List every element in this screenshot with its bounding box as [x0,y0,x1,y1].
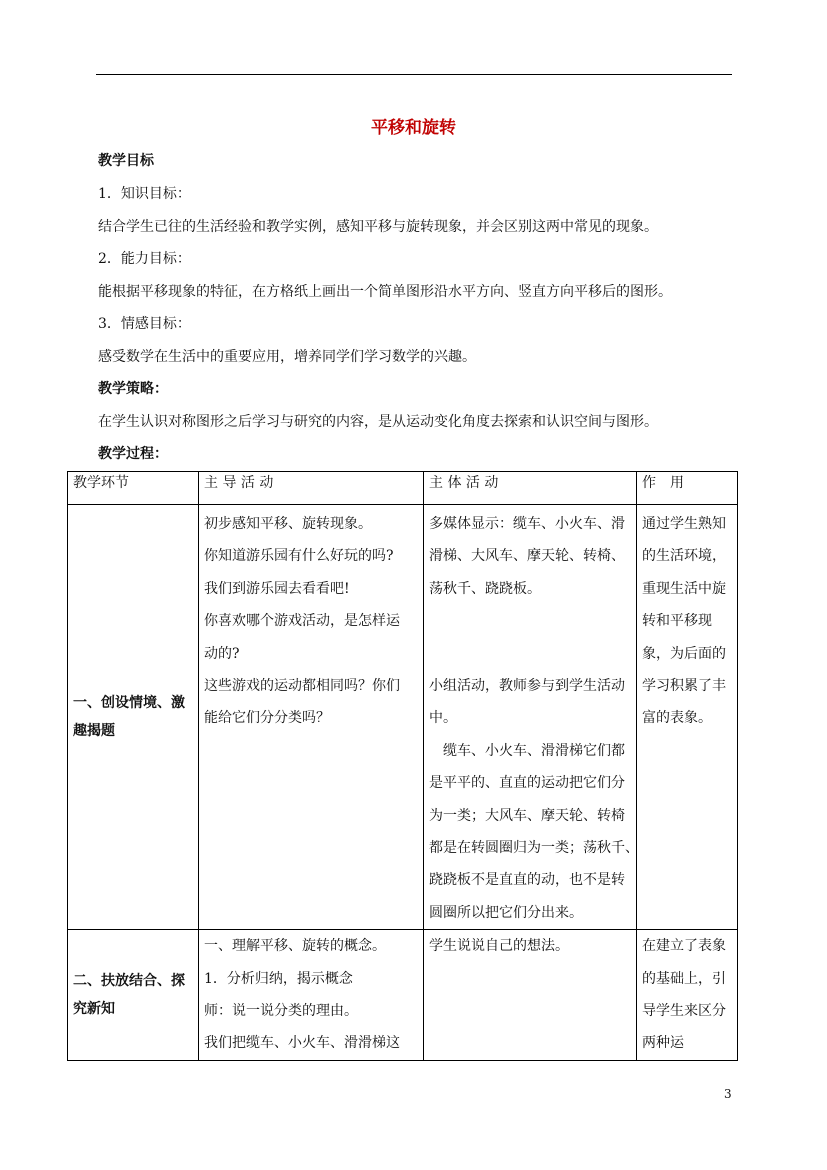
header-rule [96,74,732,75]
table-header-row [68,472,738,505]
page-title: 平移和旋转 [371,118,456,138]
process-heading: 教学过程： [98,446,168,462]
table-row [68,505,738,930]
lead-line: 你喜欢哪个游戏活动，是怎样运 [204,613,400,630]
main-line: 滑梯、大风车、摩天轮、转椅、 [429,548,625,565]
effect-cell [637,505,738,930]
main-line: 圆圈所以把它们分出来。 [429,904,583,921]
objectives-heading: 教学目标 [98,153,154,169]
main-line: 缆车、小火车、滑滑梯它们都 [429,742,625,759]
main-line: 为一类；大风车、摩天轮、转椅 [429,807,625,824]
lead-line: 一、理解平移、旋转的概念。 [204,938,386,955]
strategy-heading: 教学策略： [98,381,168,397]
lead-line: 这些游戏的运动都相同吗？你们 [204,678,400,695]
objective-3-text: 感受数学在生活中的重要应用，增养同学们学习数学的兴趣。 [98,349,476,365]
lead-cell [199,930,424,1061]
lead-line: 能给它们分分类吗？ [204,710,330,727]
main-line: 学生说说自己的想法。 [429,938,569,955]
stage-label: 一、创设情境、激趣揭题 [73,695,185,740]
main-cell [424,505,637,930]
lead-line: 动的? [204,645,240,662]
header-stage: 教学环节 [68,472,199,505]
objective-1-text: 结合学生已往的生活经验和教学实例，感知平移与旋转现象，并会区别这两中常见的现象。 [98,219,658,235]
main-cell [424,930,637,1061]
header-effect: 作 用 [637,472,738,505]
lead-line: 师：说一说分类的理由。 [204,1003,358,1020]
objective-2-text: 能根据平移现象的特征，在方格纸上画出一个简单图形沿水平方向、竖直方向平移后的图形。 [98,284,672,300]
header-lead: 主 导 活 动 [199,472,424,505]
header-main: 主 体 活 动 [424,472,637,505]
blank-spacer [429,605,631,670]
lead-line: 我们把缆车、小火车、滑滑梯这 [204,1035,400,1052]
table-row [68,930,738,1061]
main-line: 中。 [429,710,457,727]
effect-text: 在建立了表象的基础上，引导学生来区分两种运 [642,938,726,1052]
stage-cell [68,505,199,930]
lead-line: 1．分析归纳，揭示概念 [204,970,353,987]
page-number: 3 [724,1087,732,1101]
effect-cell [637,930,738,1061]
lead-line: 你知道游乐园有什么好玩的吗? [204,548,394,565]
main-line: 多媒体显示：缆车、小火车、滑 [429,516,625,532]
process-table [67,471,738,1061]
objective-2-label: 2．能力目标： [98,251,191,267]
objective-1-label: 1．知识目标： [98,186,191,202]
stage-cell [68,930,199,1061]
main-line: 跷跷板不是直直的动，也不是转 [429,872,625,889]
main-line: 都是在转圆圈归为一类；荡秋千、 [429,840,639,857]
stage-label: 二、扶放结合、探究新知 [73,973,185,1018]
strategy-text: 在学生认识对称图形之后学习与研究的内容，是从运动变化角度去探索和认识空间与图形。 [98,414,658,430]
objective-3-label: 3．情感目标： [98,316,191,332]
lead-cell [199,505,424,930]
effect-text: 通过学生熟知的生活环境，重现生活中旋转和平移现象，为后面的学习积累了丰富的表象。 [642,516,726,727]
main-line: 荡秋千、跷跷板。 [429,580,541,597]
main-line: 是平平的、直直的运动把它们分 [429,775,625,792]
lead-line: 我们到游乐园去看看吧! [204,580,350,597]
main-line: 小组活动，教师参与到学生活动 [429,678,625,695]
lead-line: 初步感知平移、旋转现象。 [204,516,372,532]
